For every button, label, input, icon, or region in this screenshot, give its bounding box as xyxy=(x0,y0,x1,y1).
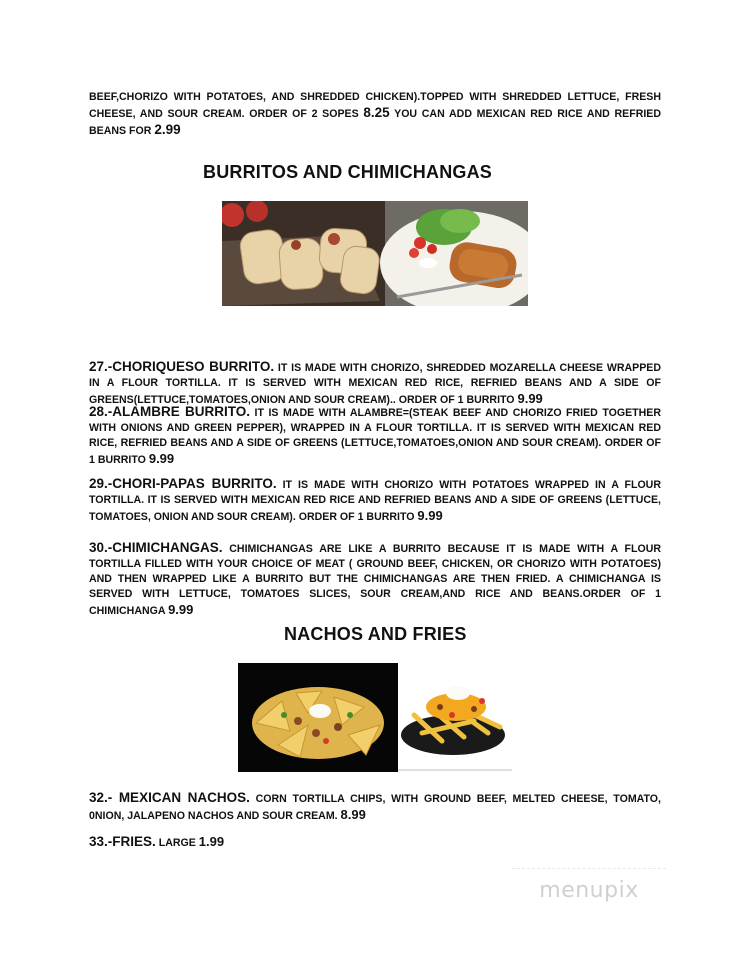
item-29-name: 29.-CHORI-PAPAS BURRITO. xyxy=(89,476,277,491)
item-33-name: 33.-FRIES. xyxy=(89,834,156,849)
item-27-price: 9.99 xyxy=(517,391,543,406)
watermark-text: menupix xyxy=(539,877,639,903)
item-30-name: 30.-CHIMICHANGAS. xyxy=(89,540,223,555)
item-27 xyxy=(89,359,661,408)
sopes-price: 8.25 xyxy=(363,105,390,120)
item-27-desc: IT IS MADE WITH CHORIZO, SHREDDED MOZARELLA CHEESE WRAPPED IN A FLOUR TORTILLA. IT IS SERVED WITH MEXICAN RED RICE, REFRIED BEANS AND A SIDE OF GREENS(LETTUCE,TOMATOES,ONION AND SOUR CREAM).. ORDER OF 1 BURRITO xyxy=(89,362,661,406)
item-28-desc: IT IS MADE WITH ALAMBRE=(STEAK BEEF AND CHORIZO FRIED TOGETHER WITH ONIONS AND GREEN PEPPER), WRAPPED IN A FLOUR TORTILLA. IT IS SERVED WITH MEXICAN RED RICE, REFRIED BEANS AND A SIDE OF GREENS (LETTUCE,TOMATOES,ONION AND SOUR CREAM). ORDER OF 1 BURRITO xyxy=(89,407,661,466)
item-33-price: 1.99 xyxy=(198,834,225,849)
section-title-nachos: NACHOS AND FRIES xyxy=(284,624,467,644)
menupix-watermark xyxy=(512,868,666,911)
item-29 xyxy=(89,476,661,525)
item-33-desc: LARGE xyxy=(155,837,199,849)
item-28-name: 28.-ALAMBRE BURRITO. xyxy=(89,404,251,419)
item-32-name: 32.- MEXICAN NACHOS. xyxy=(89,790,250,805)
item-32 xyxy=(89,790,661,824)
item-32-desc: CORN TORTILLA CHIPS, WITH GROUND BEEF, MELTED CHEESE, TOMATO, 0NION, JALAPENO NACHOS AND SOUR CREAM. xyxy=(89,793,661,822)
item-30-desc: CHIMICHANGAS ARE LIKE A BURRITO BECAUSE IT IS MADE WITH A FLOUR TORTILLA FILLED WITH YOUR CHOICE OF MEAT ( GROUND BEEF, CHICKEN, OR CHORIZO WITH POTATOES) AND THEN WRAPPED LIKE A BURRITO BUT THE CHIMICHANGAS ARE THEN FRIED. A CHIMICHANGA IS SERVED WITH LETTUCE, TOMATOES SLICES, SOUR CREAM,AND RICE AND BEANS.ORDER OF 1 CHIMICHANGA xyxy=(89,543,661,617)
item-29-desc: IT IS MADE WITH CHORIZO WITH POTATOES WRAPPED IN A FLOUR TORTILLA. IT IS SERVED WITH MEXICAN RED RICE AND REFRIED BEANS AND A SIDE OF GREENS (LETTUCE, TOMATOES, ONION AND SOUR CREAM). ORDER OF 1 BURRITO xyxy=(89,479,661,523)
section-title-burritos: BURRITOS AND CHIMICHANGAS xyxy=(203,162,493,182)
intro-text: BEEF,CHORIZO WITH POTATOES, AND SHREDDED CHICKEN).TOPPED WITH SHREDDED LETTUCE, FRESH CHEESE, AND SOUR CREAM. ORDER OF 2 SOPES xyxy=(89,91,661,120)
item-30 xyxy=(89,540,661,619)
item-30-price: 9.99 xyxy=(168,602,194,617)
item-33 xyxy=(89,834,661,851)
burritos-photo xyxy=(222,201,528,306)
item-28 xyxy=(89,404,661,468)
intro-paragraph xyxy=(89,90,661,139)
item-28-price: 9.99 xyxy=(148,451,175,466)
item-32-price: 8.99 xyxy=(340,807,366,822)
item-29-price: 9.99 xyxy=(417,508,443,523)
nachos-fries-photo xyxy=(238,663,512,772)
intro-text-2: YOU CAN ADD MEXICAN RED RICE AND REFRIED BEANS FOR xyxy=(89,108,661,137)
item-27-name: 27.-CHORIQUESO BURRITO. xyxy=(89,359,275,374)
rice-beans-price: 2.99 xyxy=(154,122,181,137)
